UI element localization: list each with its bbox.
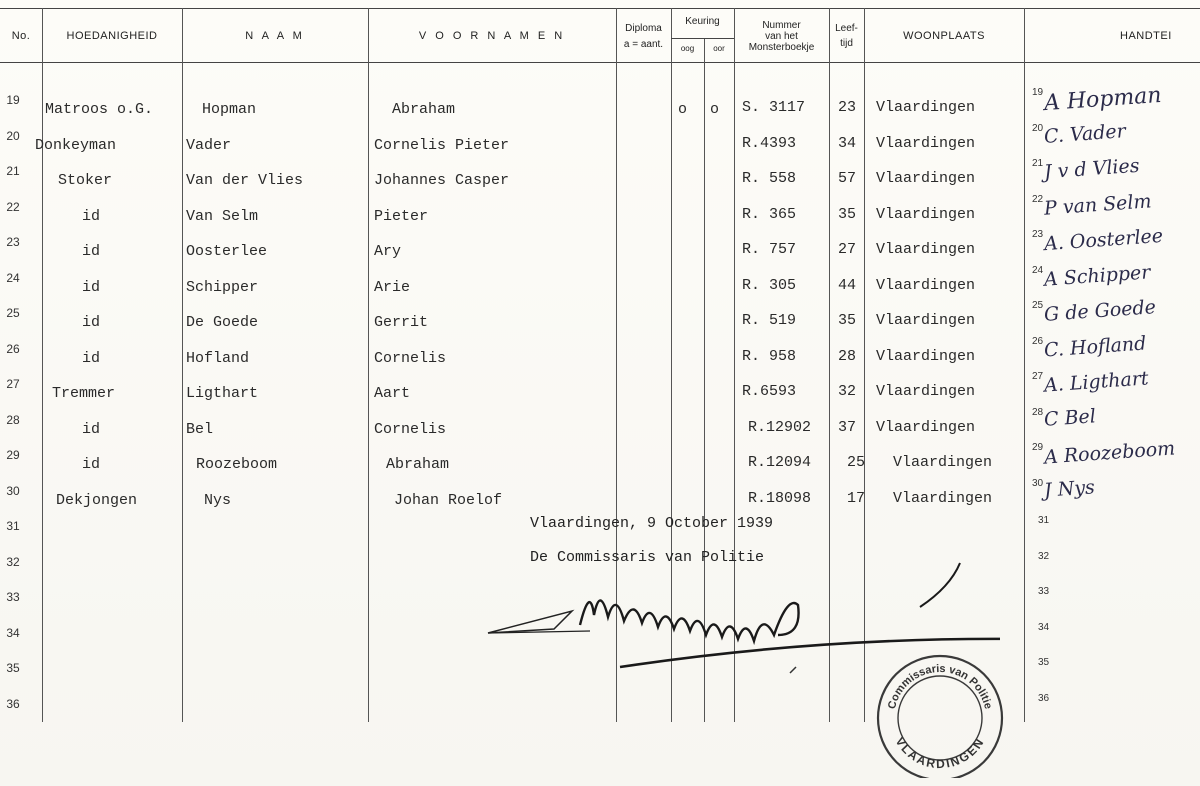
row-woonplaats: Vlaardingen [876,241,976,258]
row-nummer: R. 958 [742,347,797,365]
row-oor: o [710,101,720,118]
header-nummer-line1: Nummer [762,19,801,31]
row-nummer: R. 365 [742,205,797,223]
row-leeftijd: 35 [838,312,857,329]
row-naam: Van der Vlies [186,172,304,189]
row-handtekening: A Schipper [1043,260,1152,291]
row-nummer: R. 757 [742,241,797,258]
col-line-2 [182,8,183,722]
stamp-bottom-text: VLAARDINGEN [892,734,988,772]
row-number-right: 28 [1032,406,1044,418]
row-handtekening: A Roozeboom [1043,437,1176,469]
row-nummer: R.6593 [742,383,797,400]
header-diploma-line2: a = aant. [623,38,664,50]
row-number-empty: 35 [6,661,20,675]
row-oog: o [678,101,688,118]
row-number: 25 [6,306,20,320]
row-woonplaats: Vlaardingen [876,312,976,329]
row-handtekening: C. Hofland [1043,331,1148,362]
row-voornamen: Gerrit [374,314,429,331]
row-nummer: R. 519 [742,312,797,329]
row-voornamen: Arie [374,278,411,296]
row-voornamen: Abraham [386,456,450,473]
row-hoedanigheid: id [82,456,101,473]
row-handtekening: A. Ligthart [1043,367,1150,397]
row-handtekening: J Nys [1043,475,1096,502]
row-nummer: R.18098 [748,489,812,507]
row-woonplaats: Vlaardingen [876,418,976,436]
row-naam: Bel [186,420,214,438]
top-rule [0,8,1200,9]
row-woonplaats: Vlaardingen [876,276,976,294]
row-hoedanigheid: Matroos o.G. [45,101,154,118]
row-hoedanigheid: id [82,243,101,260]
row-nummer: R. 558 [742,170,797,187]
row-number: 29 [6,448,20,462]
header-leeftijd-line2: tijd [840,38,853,49]
row-nummer: R.12902 [748,418,812,436]
row-number: 28 [6,412,20,427]
header-diploma-line1: Diploma [625,22,662,34]
header-leeftijd [829,12,864,60]
row-woonplaats: Vlaardingen [876,99,976,116]
row-handtekening: A. Oosterlee [1043,224,1164,256]
row-handtekening: C Bel [1043,404,1097,431]
row-number-right: 27 [1032,371,1044,382]
row-voornamen: Pieter [374,207,429,225]
col-line-3 [368,8,369,722]
row-nummer: S. 3117 [742,99,806,116]
row-hoedanigheid: id [82,207,101,225]
row-leeftijd: 17 [847,489,866,507]
police-stamp [870,648,1010,778]
row-handtekening: J v d Vlies [1043,154,1141,184]
row-leeftijd: 37 [838,418,857,436]
header-hoedanigheid: HOEDANIGHEID [66,30,158,42]
row-handtekening: P van Selm [1043,189,1153,220]
row-number-right: 24 [1032,264,1044,276]
row-number: 26 [6,341,20,356]
row-number: 21 [6,164,20,178]
row-handtekening: A Hopman [1043,82,1163,117]
row-leeftijd: 25 [847,454,866,471]
row-number-right: 29 [1032,442,1044,453]
row-number-right: 21 [1032,158,1044,169]
row-number: 23 [6,235,20,249]
row-number-empty-right: 33 [1038,586,1050,597]
row-naam: Nys [204,491,232,509]
row-number: 20 [6,128,20,143]
row-hoedanigheid: id [82,349,101,367]
row-number-empty: 36 [6,696,20,711]
row-naam: Schipper [186,278,259,296]
row-number-empty: 32 [6,554,20,569]
row-leeftijd: 32 [838,383,857,400]
row-voornamen: Johan Roelof [394,491,503,509]
row-voornamen: Abraham [392,101,456,118]
header-leeftijd-line1: Leef- [835,23,858,34]
row-naam: Hopman [202,101,257,118]
row-hoedanigheid: id [82,278,101,296]
header-naam: N A A M [245,30,305,42]
row-number-right: 30 [1032,477,1044,489]
header-nummer [734,12,829,60]
row-naam: Roozeboom [196,456,278,473]
row-handtekening: C. Vader [1043,119,1127,148]
row-number-right: 26 [1032,335,1044,347]
footer-place-date: Vlaardingen, 9 October 1939 [530,515,774,532]
row-number-empty: 33 [6,590,20,604]
row-number: 27 [6,377,20,391]
row-woonplaats: Vlaardingen [893,489,993,507]
header-no: No. [11,30,31,42]
row-woonplaats: Vlaardingen [876,170,976,187]
row-woonplaats: Vlaardingen [876,205,976,223]
row-number-empty-right: 36 [1038,692,1050,704]
row-number-empty: 31 [6,519,20,533]
row-leeftijd: 34 [838,134,857,152]
row-hoedanigheid: id [82,420,101,438]
row-hoedanigheid: Dekjongen [56,491,138,509]
row-woonplaats: Vlaardingen [876,134,976,152]
svg-text:VLAARDINGEN [893,735,988,771]
row-number-empty-right: 31 [1038,515,1050,526]
col-line-10 [1024,8,1025,722]
row-number: 30 [6,483,20,498]
stamp-top-text: Commissaris van Politie [885,662,995,711]
row-hoedanigheid: Stoker [58,172,113,189]
row-number-right: 20 [1032,122,1044,134]
row-nummer: R.4393 [742,134,797,152]
row-hoedanigheid: Tremmer [52,385,116,402]
keuring-sub-rule [671,38,734,39]
row-voornamen: Cornelis [374,349,447,367]
row-number-empty-right: 34 [1038,621,1050,633]
header-voornamen: V O O R N A M E N [418,30,566,42]
row-naam: Hofland [186,349,250,367]
row-leeftijd: 44 [838,276,857,294]
row-number-right: 22 [1032,193,1044,205]
header-nummer-line3: Monsterboekje [748,41,815,53]
row-hoedanigheid: Donkeyman [35,136,117,154]
row-leeftijd: 27 [838,241,857,258]
header-oor: oor [713,44,725,53]
header-bottom-rule [0,62,1200,63]
row-voornamen: Johannes Casper [374,172,510,189]
row-voornamen: Aart [374,385,411,402]
row-number-right: 25 [1032,300,1044,311]
row-number-empty: 34 [6,625,20,640]
row-woonplaats: Vlaardingen [893,454,993,471]
row-naam: Van Selm [186,207,259,225]
header-handtekening: HANDTEI [1120,30,1172,42]
row-nummer: R.12094 [748,454,812,471]
footer-official: De Commissaris van Politie [530,549,765,566]
row-number: 19 [6,93,20,107]
row-number: 24 [6,270,20,285]
row-naam: Ligthart [186,385,259,402]
header-oog: oog [680,44,695,53]
col-line-1 [42,8,43,722]
row-number-right: 19 [1032,87,1044,98]
row-naam: Vader [186,136,232,154]
header-nummer-line2: van het [765,30,798,42]
row-leeftijd: 57 [838,170,857,187]
row-number-empty-right: 35 [1038,657,1050,668]
row-voornamen: Cornelis [374,420,447,438]
header-keuring: Keuring [685,16,720,27]
row-voornamen: Cornelis Pieter [374,136,510,154]
row-naam: Oosterlee [186,243,268,260]
row-leeftijd: 28 [838,347,857,365]
row-leeftijd: 35 [838,205,857,223]
header-diploma [616,12,671,60]
header-woonplaats: WOONPLAATS [903,30,985,42]
row-number-right: 23 [1032,229,1044,240]
row-handtekening: G de Goede [1043,296,1157,326]
row-nummer: R. 305 [742,276,797,294]
row-number: 22 [6,199,20,214]
row-woonplaats: Vlaardingen [876,383,976,400]
row-woonplaats: Vlaardingen [876,347,976,365]
row-naam: De Goede [186,314,259,331]
row-voornamen: Ary [374,243,402,260]
row-number-empty-right: 32 [1038,550,1050,562]
row-leeftijd: 23 [838,99,857,116]
row-hoedanigheid: id [82,314,101,331]
